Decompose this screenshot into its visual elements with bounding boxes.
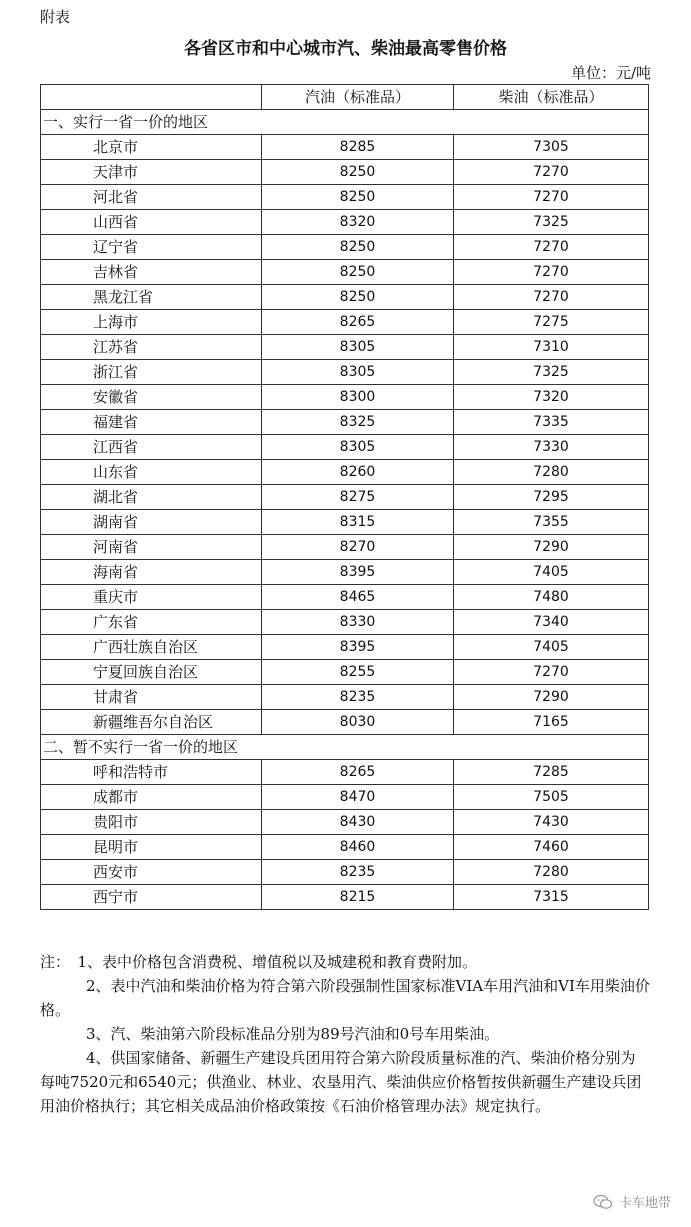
region-cell: 呼和浩特市: [41, 760, 262, 785]
region-cell: 山西省: [41, 210, 262, 235]
gasoline-price-cell: 8235: [262, 860, 454, 885]
diesel-price-cell: 7285: [454, 760, 649, 785]
region-cell: 安徽省: [41, 385, 262, 410]
table-row: [41, 485, 649, 510]
header-region: [41, 85, 262, 110]
table-row: [41, 285, 649, 310]
region-cell: 辽宁省: [41, 235, 262, 260]
gasoline-price-cell: 8215: [262, 885, 454, 910]
table-row: [41, 585, 649, 610]
gasoline-price-cell: 8465: [262, 585, 454, 610]
gasoline-price-cell: 8305: [262, 335, 454, 360]
section-title: 二、暂不实行一省一价的地区: [41, 735, 649, 760]
region-cell: 河北省: [41, 185, 262, 210]
table-row: [41, 310, 649, 335]
page-title: 各省区市和中心城市汽、柴油最高零售价格: [184, 39, 507, 59]
region-cell: 福建省: [41, 410, 262, 435]
note-4: 4、供国家储备、新疆生产建设兵团用符合第六阶段质量标准的汽、柴油价格分别为每吨7520元和6540元；供渔业、林业、农垦用汽、柴油供应价格暂按供新疆生产建设兵团用油价格执行；其它相关成品油价格政策按《石油价格管理办法》规定执行。: [40, 1049, 642, 1115]
table-row: [41, 860, 649, 885]
wechat-icon: [593, 1194, 613, 1210]
gasoline-price-cell: 8460: [262, 835, 454, 860]
gasoline-price-cell: 8250: [262, 260, 454, 285]
diesel-price-cell: 7325: [454, 210, 649, 235]
table-row: [41, 785, 649, 810]
table-row: [41, 410, 649, 435]
diesel-price-cell: 7270: [454, 235, 649, 260]
diesel-price-cell: 7270: [454, 185, 649, 210]
region-cell: 甘肃省: [41, 685, 262, 710]
region-cell: 湖北省: [41, 485, 262, 510]
header-gasoline: 汽油（标准品）: [262, 85, 454, 110]
diesel-price-cell: 7340: [454, 610, 649, 635]
diesel-price-cell: 7165: [454, 710, 649, 735]
price-table-body: [41, 85, 649, 910]
diesel-price-cell: 7270: [454, 160, 649, 185]
region-cell: 成都市: [41, 785, 262, 810]
region-cell: 西宁市: [41, 885, 262, 910]
watermark-text: 卡车地带: [618, 1196, 671, 1211]
header-diesel: 柴油（标准品）: [454, 85, 649, 110]
table-row: [41, 435, 649, 460]
table-row: [41, 760, 649, 785]
table-row: [41, 210, 649, 235]
gasoline-price-cell: 8270: [262, 535, 454, 560]
note-1: 注： 1、表中价格包含消费税、增值税以及城建税和教育费附加。: [40, 953, 478, 971]
region-cell: 西安市: [41, 860, 262, 885]
table-row: [41, 710, 649, 735]
gasoline-price-cell: 8250: [262, 285, 454, 310]
region-cell: 宁夏回族自治区: [41, 660, 262, 685]
table-row: [41, 635, 649, 660]
appendix-label: 附表: [40, 8, 71, 26]
section-row: [41, 110, 649, 135]
diesel-price-cell: 7325: [454, 360, 649, 385]
diesel-price-cell: 7310: [454, 335, 649, 360]
diesel-price-cell: 7320: [454, 385, 649, 410]
diesel-price-cell: 7280: [454, 460, 649, 485]
region-cell: 江苏省: [41, 335, 262, 360]
diesel-price-cell: 7460: [454, 835, 649, 860]
gasoline-price-cell: 8265: [262, 310, 454, 335]
table-row: [41, 335, 649, 360]
gasoline-price-cell: 8250: [262, 160, 454, 185]
gasoline-price-cell: 8250: [262, 185, 454, 210]
table-row: [41, 185, 649, 210]
table-row: [41, 810, 649, 835]
diesel-price-cell: 7330: [454, 435, 649, 460]
diesel-price-cell: 7505: [454, 785, 649, 810]
table-row: [41, 235, 649, 260]
gasoline-price-cell: 8430: [262, 810, 454, 835]
notes-section: [40, 950, 650, 1118]
table-row: [41, 135, 649, 160]
region-cell: 河南省: [41, 535, 262, 560]
table-row: [41, 610, 649, 635]
region-cell: 贵阳市: [41, 810, 262, 835]
table-row: [41, 885, 649, 910]
region-cell: 山东省: [41, 460, 262, 485]
table-row: [41, 835, 649, 860]
region-cell: 黑龙江省: [41, 285, 262, 310]
section-title: 一、实行一省一价的地区: [41, 110, 649, 135]
region-cell: 天津市: [41, 160, 262, 185]
gasoline-price-cell: 8395: [262, 635, 454, 660]
table-row: [41, 385, 649, 410]
region-cell: 北京市: [41, 135, 262, 160]
price-table: [40, 84, 649, 910]
diesel-price-cell: 7405: [454, 560, 649, 585]
region-cell: 湖南省: [41, 510, 262, 535]
diesel-price-cell: 7305: [454, 135, 649, 160]
region-cell: 江西省: [41, 435, 262, 460]
region-cell: 新疆维吾尔自治区: [41, 710, 262, 735]
region-cell: 昆明市: [41, 835, 262, 860]
gasoline-price-cell: 8285: [262, 135, 454, 160]
table-row: [41, 160, 649, 185]
unit-label: 单位：元/吨: [570, 64, 651, 82]
gasoline-price-cell: 8235: [262, 685, 454, 710]
gasoline-price-cell: 8470: [262, 785, 454, 810]
diesel-price-cell: 7480: [454, 585, 649, 610]
watermark: [593, 1192, 671, 1211]
table-row: [41, 360, 649, 385]
region-cell: 海南省: [41, 560, 262, 585]
table-row: [41, 660, 649, 685]
gasoline-price-cell: 8315: [262, 510, 454, 535]
diesel-price-cell: 7270: [454, 285, 649, 310]
gasoline-price-cell: 8030: [262, 710, 454, 735]
gasoline-price-cell: 8300: [262, 385, 454, 410]
diesel-price-cell: 7270: [454, 660, 649, 685]
diesel-price-cell: 7335: [454, 410, 649, 435]
region-cell: 广西壮族自治区: [41, 635, 262, 660]
table-row: [41, 510, 649, 535]
gasoline-price-cell: 8305: [262, 360, 454, 385]
region-cell: 上海市: [41, 310, 262, 335]
gasoline-price-cell: 8330: [262, 610, 454, 635]
gasoline-price-cell: 8395: [262, 560, 454, 585]
table-row: [41, 535, 649, 560]
note-2: 2、表中汽油和柴油价格为符合第六阶段强制性国家标准VIA车用汽油和VI车用柴油价格。: [40, 977, 650, 1019]
gasoline-price-cell: 8275: [262, 485, 454, 510]
region-cell: 广东省: [41, 610, 262, 635]
diesel-price-cell: 7430: [454, 810, 649, 835]
diesel-price-cell: 7295: [454, 485, 649, 510]
gasoline-price-cell: 8260: [262, 460, 454, 485]
gasoline-price-cell: 8320: [262, 210, 454, 235]
table-row: [41, 560, 649, 585]
diesel-price-cell: 7405: [454, 635, 649, 660]
diesel-price-cell: 7315: [454, 885, 649, 910]
diesel-price-cell: 7280: [454, 860, 649, 885]
note-3: 3、汽、柴油第六阶段标准品分别为89号汽油和0号车用柴油。: [86, 1025, 500, 1043]
diesel-price-cell: 7355: [454, 510, 649, 535]
table-row: [41, 460, 649, 485]
region-cell: 重庆市: [41, 585, 262, 610]
gasoline-price-cell: 8325: [262, 410, 454, 435]
diesel-price-cell: 7275: [454, 310, 649, 335]
gasoline-price-cell: 8265: [262, 760, 454, 785]
diesel-price-cell: 7290: [454, 685, 649, 710]
table-header-row: [41, 85, 649, 110]
gasoline-price-cell: 8250: [262, 235, 454, 260]
diesel-price-cell: 7270: [454, 260, 649, 285]
table-row: [41, 685, 649, 710]
gasoline-price-cell: 8255: [262, 660, 454, 685]
gasoline-price-cell: 8305: [262, 435, 454, 460]
region-cell: 浙江省: [41, 360, 262, 385]
region-cell: 吉林省: [41, 260, 262, 285]
section-row: [41, 735, 649, 760]
table-row: [41, 260, 649, 285]
diesel-price-cell: 7290: [454, 535, 649, 560]
